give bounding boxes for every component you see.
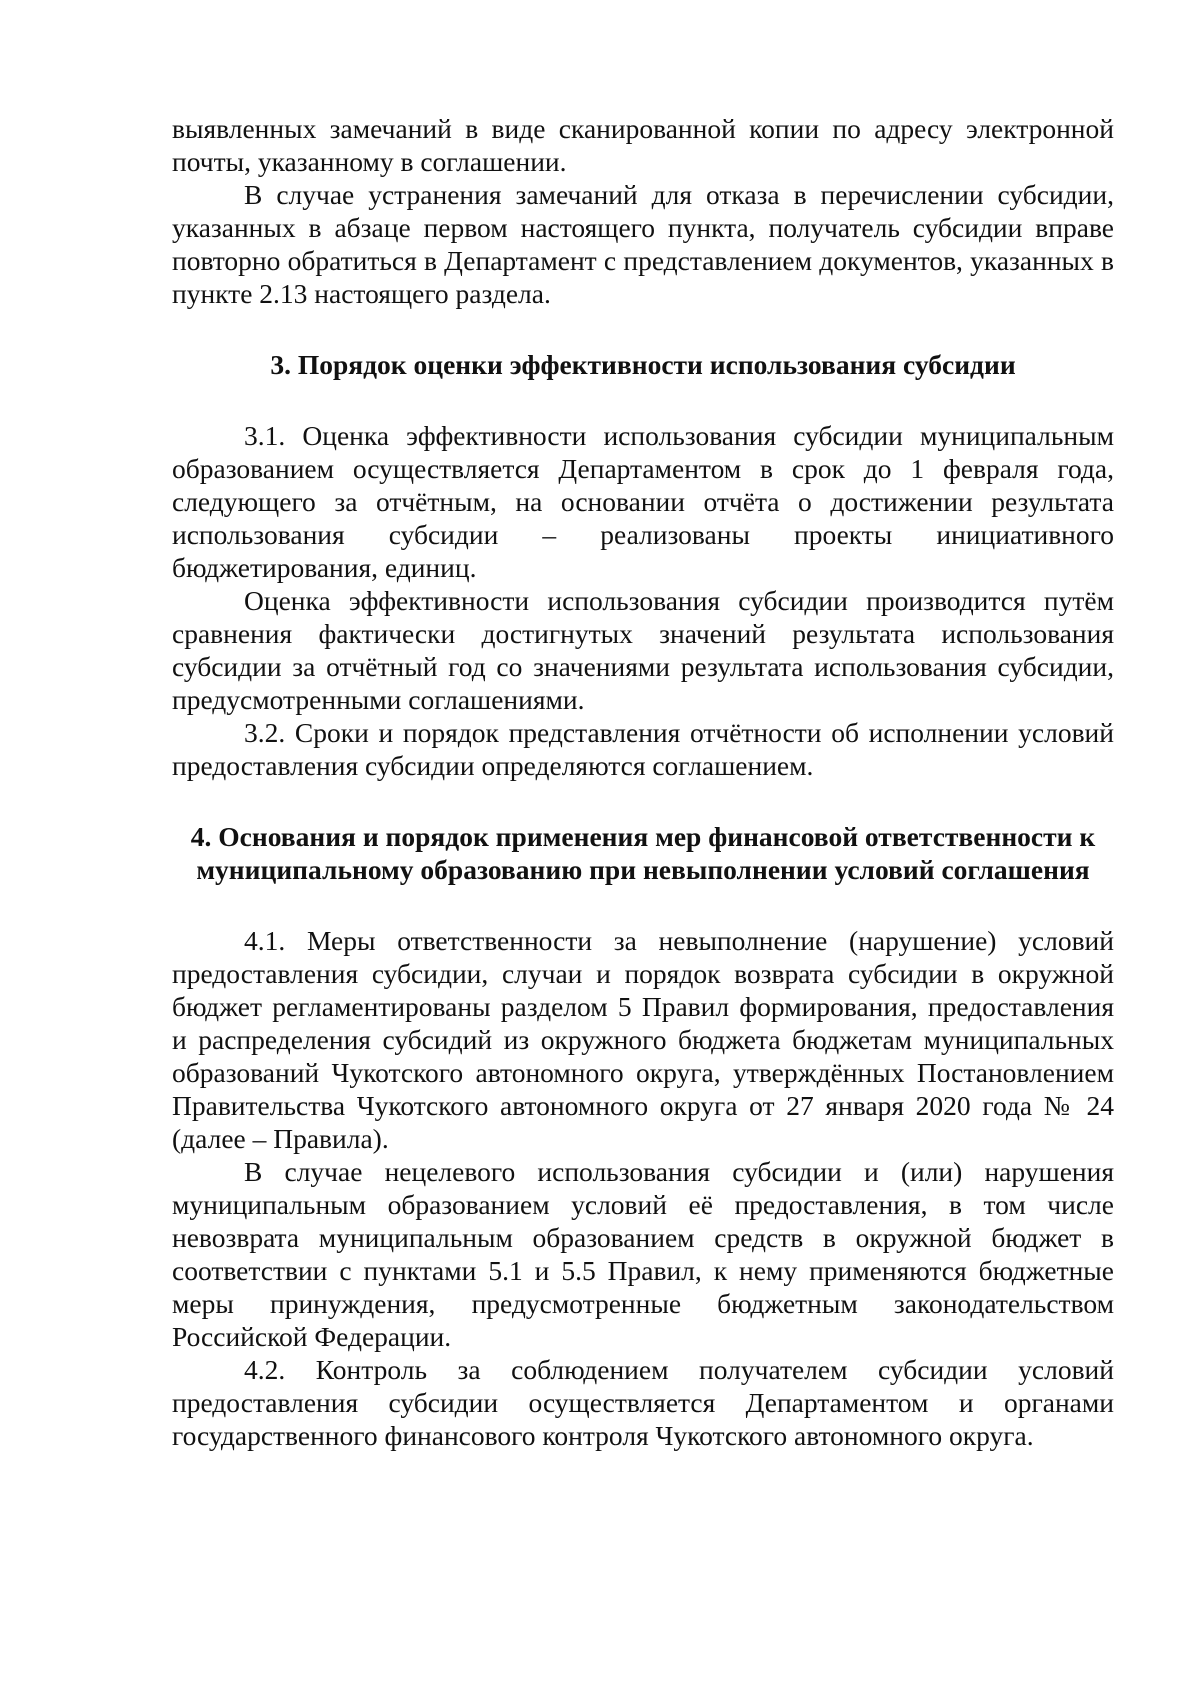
paragraph-intro-remarks: В случае устранения замечаний для отказа в перечислении субсидии, указанных в абзаце первом настоящего пункта, получатель субсидии вправе повторно обратиться в Департамент с представлением документов, указанных в пункте 2.13 настоящего раздела. bbox=[172, 179, 1114, 309]
spacer bbox=[172, 886, 1114, 924]
document-page bbox=[172, 112, 1114, 1452]
spacer bbox=[172, 310, 1114, 348]
paragraph-3-2: 3.2. Сроки и порядок представления отчётности об исполнении условий предоставления субсидии определяются соглашением. bbox=[172, 717, 1114, 781]
section-3-heading: 3. Порядок оценки эффективности использования субсидии bbox=[270, 349, 1016, 380]
spacer bbox=[172, 782, 1114, 820]
spacer bbox=[172, 381, 1114, 419]
section-4-heading-line-1: 4. Основания и порядок применения мер финансовой ответственности к bbox=[190, 821, 1096, 852]
paragraph-4-1: 4.1. Меры ответственности за невыполнение (нарушение) условий предоставления субсидии, случаи и порядок возврата субсидии в окружной бюджет регламентированы разделом 5 Правил формирования, предоставления и распределения субсидий из окружного бюджета бюджетам муниципальных образований Чукотского автономного округа, утверждённых Постановлением Правительства Чукотского автономного округа от 27 января 2020 года № 24 (далее – Правила). bbox=[172, 925, 1114, 1154]
paragraph-4-1-enforcement: В случае нецелевого использования субсидии и (или) нарушения муниципальным образованием условий её предоставления, в том числе невозврата муниципальным образованием средств в окружной бюджет в соответствии с пунктами 5.1 и 5.5 Правил, к нему применяются бюджетные меры принуждения, предусмотренные бюджетным законодательством Российской Федерации. bbox=[172, 1156, 1114, 1352]
paragraph-3-1: 3.1. Оценка эффективности использования субсидии муниципальным образованием осуществляется Департаментом в срок до 1 февраля года, следующего за отчётным, на основании отчёта о достижении результата использования субсидии – реализованы проекты инициативного бюджетирования, единиц. bbox=[172, 420, 1114, 583]
paragraph-4-2: 4.2. Контроль за соблюдением получателем субсидии условий предоставления субсидии осуществляется Департаментом и органами государственного финансового контроля Чукотского автономного округа. bbox=[172, 1354, 1114, 1451]
paragraph-intro-continuation: выявленных замечаний в виде сканированной копии по адресу электронной почты, указанному в соглашении. bbox=[172, 113, 1114, 177]
section-4-heading-line-2: муниципальному образованию при невыполнении условий соглашения bbox=[196, 854, 1090, 885]
paragraph-3-1-evaluation: Оценка эффективности использования субсидии производится путём сравнения фактически достигнутых значений результата использования субсидии за отчётный год со значениями результата использования субсидии, предусмотренными соглашениями. bbox=[172, 585, 1114, 715]
